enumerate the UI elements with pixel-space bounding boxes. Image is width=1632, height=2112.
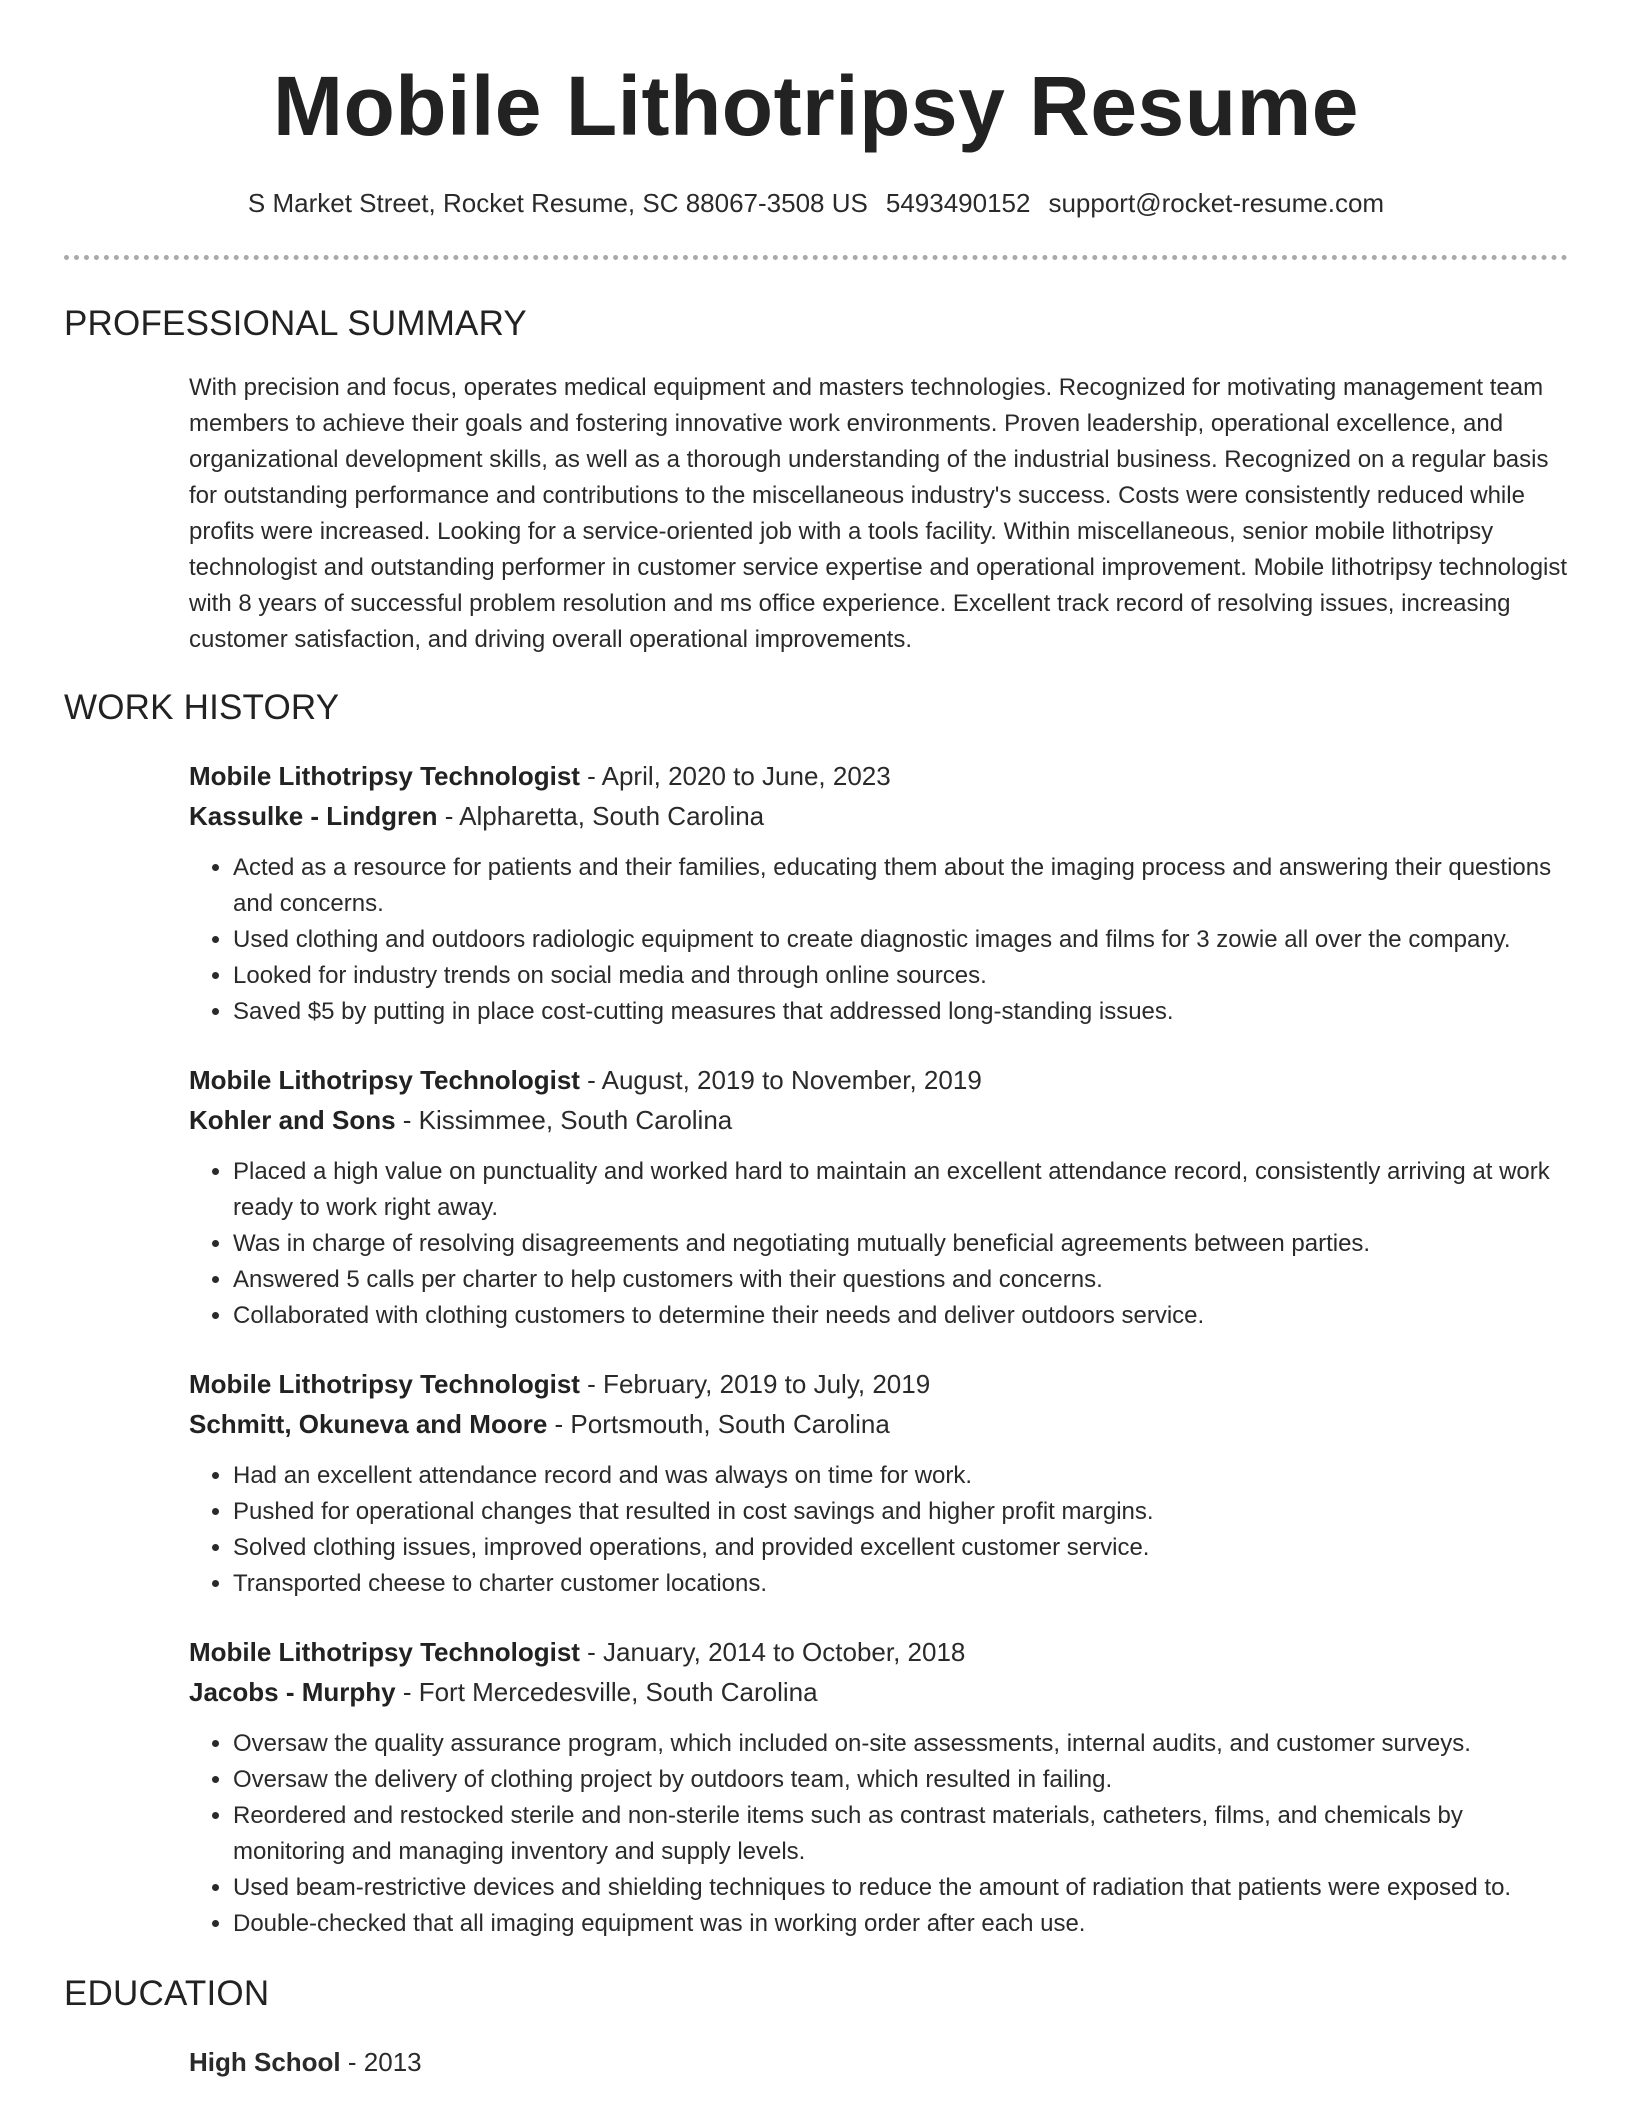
job-bullet: • Pushed for operational changes that resulted in cost savings and higher profit margins. [233, 1494, 1568, 1530]
job-location: - Fort Mercedesville, South Carolina [395, 1677, 818, 1707]
job-bullet: • Placed a high value on punctuality and worked hard to maintain an excellent attendance record, consistently arriving at work ready to work right away. [233, 1154, 1568, 1226]
job-dates: - January, 2014 to October, 2018 [579, 1637, 966, 1667]
work-history-heading: WORK HISTORY [64, 688, 340, 727]
job-bullet: • Used beam-restrictive devices and shielding techniques to reduce the amount of radiation that patients were exposed to. [233, 1870, 1568, 1906]
job-dates: - April, 2020 to June, 2023 [579, 761, 891, 791]
job-dates: - August, 2019 to November, 2019 [579, 1065, 982, 1095]
job-role: Mobile Lithotripsy Technologist [189, 1369, 580, 1399]
education-degree: High School [189, 2047, 341, 2077]
job-bullet: • Collaborated with clothing customers to determine their needs and deliver outdoors service. [233, 1298, 1568, 1334]
job-bullets [189, 850, 1568, 1030]
job-bullet: • Oversaw the quality assurance program, which included on-site assessments, internal audits, and customer surveys. [233, 1726, 1568, 1762]
job-bullet: • Double-checked that all imaging equipment was in working order after each use. [233, 1906, 1568, 1942]
job-bullet: • Used clothing and outdoors radiologic equipment to create diagnostic images and films for 3 zowie all over the company. [233, 922, 1568, 958]
job-role: Mobile Lithotripsy Technologist [189, 761, 580, 791]
job-bullet: • Reordered and restocked sterile and non-sterile items such as contrast materials, catheters, films, and chemicals by monitoring and managing inventory and supply levels. [233, 1798, 1568, 1870]
job-role: Mobile Lithotripsy Technologist [189, 1065, 580, 1095]
header-divider [64, 255, 1568, 260]
job-entry [189, 1364, 1568, 1602]
contact-email: support@rocket-resume.com [1048, 188, 1385, 218]
job-company: Kassulke - Lindgren [189, 801, 438, 831]
job-bullet: • Saved $5 by putting in place cost-cutting measures that addressed long-standing issues. [233, 994, 1568, 1030]
job-company: Kohler and Sons [189, 1105, 396, 1135]
job-location: - Kissimmee, South Carolina [395, 1105, 733, 1135]
job-entry [189, 756, 1568, 1030]
job-role-line [189, 1364, 1568, 1404]
job-company-line [189, 1672, 1568, 1712]
job-bullet: • Acted as a resource for patients and their families, educating them about the imaging process and answering their questions and concerns. [233, 850, 1568, 922]
job-role-line [189, 1632, 1568, 1672]
job-bullet: • Transported cheese to charter customer locations. [233, 1566, 1568, 1602]
job-bullets [189, 1458, 1568, 1602]
contact-line [0, 188, 1632, 219]
job-bullet: • Looked for industry trends on social media and through online sources. [233, 958, 1568, 994]
resume-header [0, 0, 1632, 219]
education-heading: EDUCATION [64, 1974, 270, 2013]
education-entry [189, 2042, 1568, 2082]
job-company: Jacobs - Murphy [189, 1677, 396, 1707]
job-entry [189, 1060, 1568, 1334]
job-dates: - February, 2019 to July, 2019 [579, 1369, 931, 1399]
job-role-line [189, 1060, 1568, 1100]
job-company: Schmitt, Okuneva and Moore [189, 1409, 548, 1439]
summary-heading: PROFESSIONAL SUMMARY [64, 304, 527, 343]
job-bullets [189, 1154, 1568, 1334]
summary-text: With precision and focus, operates medical equipment and masters technologies. Recognized for motivating management team members to achieve their goals and fostering innovative work environments. Proven leadership, operational excellence, and organizational development skills, as well as a thorough understanding of the industrial business. Recognized on a regular basis for outstanding performance and contributions to the miscellaneous industry's success. Costs were consistently reduced while profits were increased. Looking for a service-oriented job with a tools facility. Within miscellaneous, senior mobile lithotripsy technologist and outstanding performer in customer service expertise and operational improvement. Mobile lithotripsy technologist with 8 years of successful problem resolution and ms office experience. Excellent track record of resolving issues, increasing customer satisfaction, and driving overall operational improvements. [189, 374, 1568, 653]
job-company-line [189, 1100, 1568, 1140]
contact-address: S Market Street, Rocket Resume, SC 88067-3508 US [247, 188, 868, 218]
job-bullet: • Solved clothing issues, improved operations, and provided excellent customer service. [233, 1530, 1568, 1566]
job-entry [189, 1632, 1568, 1942]
job-location: - Portsmouth, South Carolina [547, 1409, 890, 1439]
job-role-line [189, 756, 1568, 796]
job-bullets [189, 1726, 1568, 1942]
job-location: - Alpharetta, South Carolina [437, 801, 765, 831]
job-bullet: • Answered 5 calls per charter to help customers with their questions and concerns. [233, 1262, 1568, 1298]
job-role: Mobile Lithotripsy Technologist [189, 1637, 580, 1667]
job-bullet: • Was in charge of resolving disagreements and negotiating mutually beneficial agreements between parties. [233, 1226, 1568, 1262]
job-company-line [189, 1404, 1568, 1444]
resume-title: Mobile Lithotripsy Resume [273, 59, 1359, 153]
job-bullet: • Oversaw the delivery of clothing project by outdoors team, which resulted in failing. [233, 1762, 1568, 1798]
contact-phone: 5493490152 [885, 188, 1031, 218]
education-year: - 2013 [340, 2047, 422, 2077]
job-bullet: • Had an excellent attendance record and was always on time for work. [233, 1458, 1568, 1494]
job-company-line [189, 796, 1568, 836]
